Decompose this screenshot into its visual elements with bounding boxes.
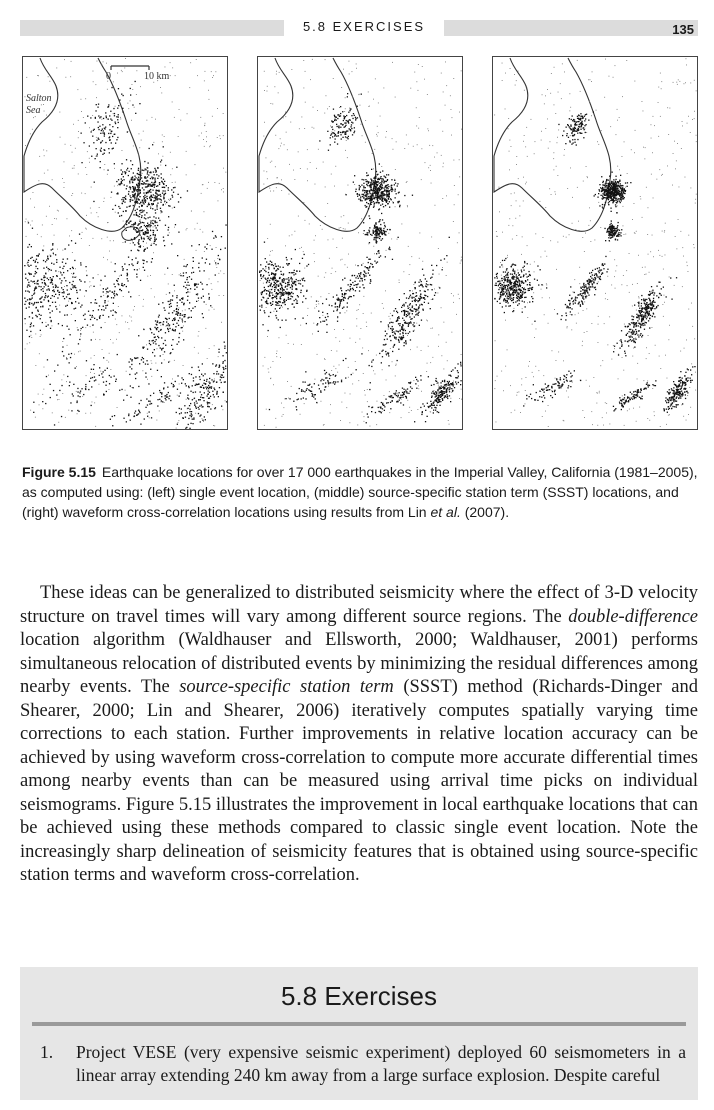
para-part-1: These ideas can be generalized to distributed seismicity where the effect of 3-D velocity structure on travel times will vary among different source regions. The (20, 583, 698, 627)
exercise-text: Project VESE (very expensive seismic experiment) deployed 60 seismometers in a linear array extending 240 km away from a large surface explosion. Despite careful (76, 1042, 686, 1085)
heading-rule (32, 1022, 686, 1026)
seismicity-map-right (492, 56, 698, 430)
seismicity-map-middle (257, 56, 463, 430)
caption-etal: et al. (430, 504, 461, 520)
header-bar-right (444, 20, 698, 36)
caption-label: Figure 5.15 (22, 464, 96, 480)
term-ssst: source-specific station term (179, 677, 394, 697)
running-header (20, 18, 698, 38)
caption-text: Earthquake locations for over 17 000 earthquakes in the Imperial Valley, California (1981–2005), as computed using: (left) single event location, (middle) source-specific station term (SSST) locations, and (right) waveform cross-correlation locations using results from Lin (22, 464, 698, 520)
term-double-difference: double-difference (568, 606, 698, 627)
scale-label: 10 km (144, 71, 170, 82)
salton-label-line1: Salton (26, 93, 52, 104)
body-paragraph (20, 582, 698, 888)
salton-label-line2: Sea (26, 105, 41, 116)
map-frame (493, 57, 698, 430)
header-bar-left (20, 20, 284, 36)
panel-left-single-event (22, 56, 228, 430)
seismicity-map-left (22, 56, 228, 430)
figure-caption (22, 462, 698, 522)
para-part-2: location algorithm (Waldhauser and Ellsworth, 2000; Waldhauser, 2001) performs simultaneous relocation of distributed events by minimizing the residual differences among nearby events. The (20, 630, 698, 697)
exercises-section (20, 967, 698, 1100)
exercise-number: 1. (40, 1042, 54, 1062)
figure-5-15 (22, 56, 698, 430)
map-frame (258, 57, 463, 430)
page-number: 135 (672, 22, 694, 37)
header-section-title: 5.8 EXERCISES (302, 19, 426, 34)
exercises-heading: 5.8 Exercises (280, 981, 438, 1011)
para-part-3: (SSST) method (Richards-Dinger and Shearer, 2000; Lin and Shearer, 2006) iteratively computes spatially varying time corrections to each station. Further improvements in relative location accuracy can be achieved by using waveform cross-correlation to compute more accurate differential times among nearby events than can be measured using arrival time picks on individual seismograms. Figure 5.15 illustrates the improvement in local earthquake locations that can be achieved using these methods compared to classic single event location. Note the increasingly sharp delineation of seismicity features that is obtained using source-specific station terms and waveform cross-correlation. (20, 677, 698, 885)
panel-right-cross-correlation (492, 56, 698, 430)
scale-zero: 0 (106, 71, 111, 82)
caption-tail: (2007). (464, 504, 510, 520)
panel-middle-ssst (257, 56, 463, 430)
